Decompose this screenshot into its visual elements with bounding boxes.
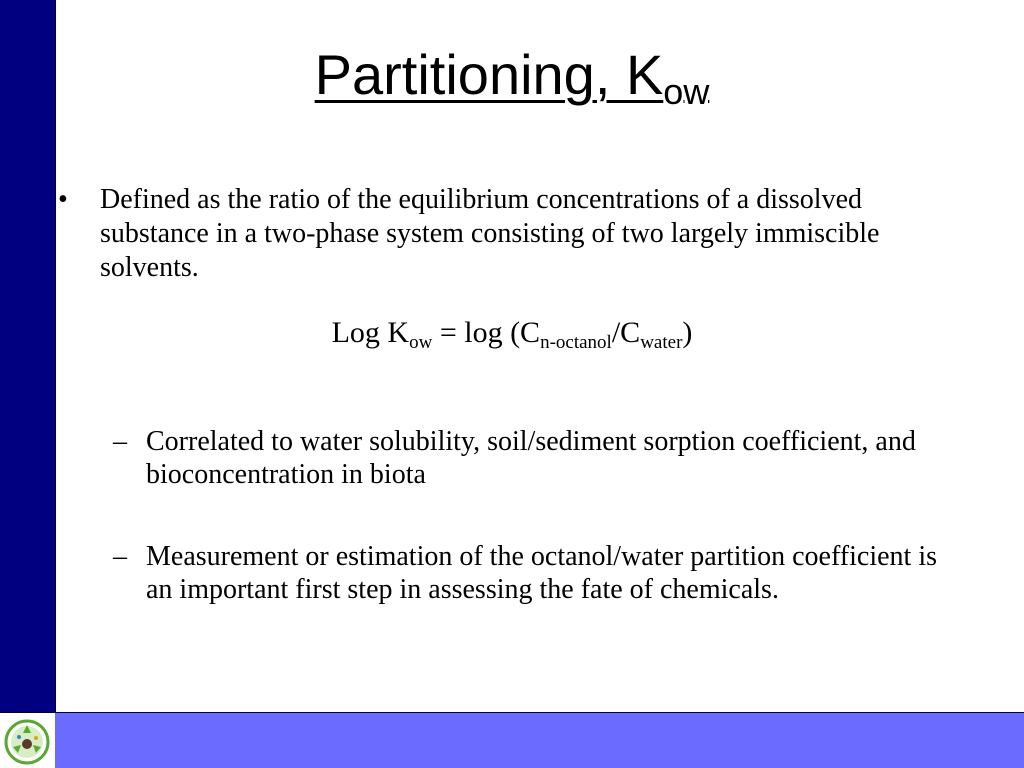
formula-part-1: Log K bbox=[331, 316, 410, 349]
sub-bullet-text: Measurement or estimation of the octanol/water partition coefficient is an important first step in assessing the fate of chemicals. bbox=[146, 541, 937, 605]
formula-part-2: = log (C bbox=[432, 316, 541, 349]
slide-title bbox=[0, 38, 1024, 129]
sub-bullet-marker: – bbox=[113, 426, 127, 457]
formula-part-3: /C bbox=[611, 316, 641, 349]
formula-sub-octanol: n-octanol bbox=[540, 332, 612, 353]
circular-green-emblem-icon bbox=[0, 713, 55, 768]
bullet-marker: • bbox=[58, 184, 68, 215]
title-main: Partitioning, K bbox=[314, 43, 664, 106]
title-subscript: ow bbox=[663, 71, 710, 112]
sub-bullet-marker: – bbox=[113, 541, 127, 572]
formula-sub-ow: ow bbox=[409, 332, 433, 353]
kow-formula bbox=[0, 313, 1024, 353]
formula-part-4: ) bbox=[682, 316, 693, 349]
formula-sub-water: water bbox=[640, 332, 683, 353]
logo-box bbox=[0, 712, 55, 768]
sub-bullet-text: Correlated to water solubility, soil/sediment sorption coefficient, and bioconcentration in biota bbox=[146, 426, 916, 490]
bottom-blue-bar bbox=[55, 712, 1024, 768]
bullet-text: Defined as the ratio of the equilibrium concentrations of a dissolved substance in a two-phase system consisting of two largely immiscible solvents. bbox=[100, 184, 880, 283]
